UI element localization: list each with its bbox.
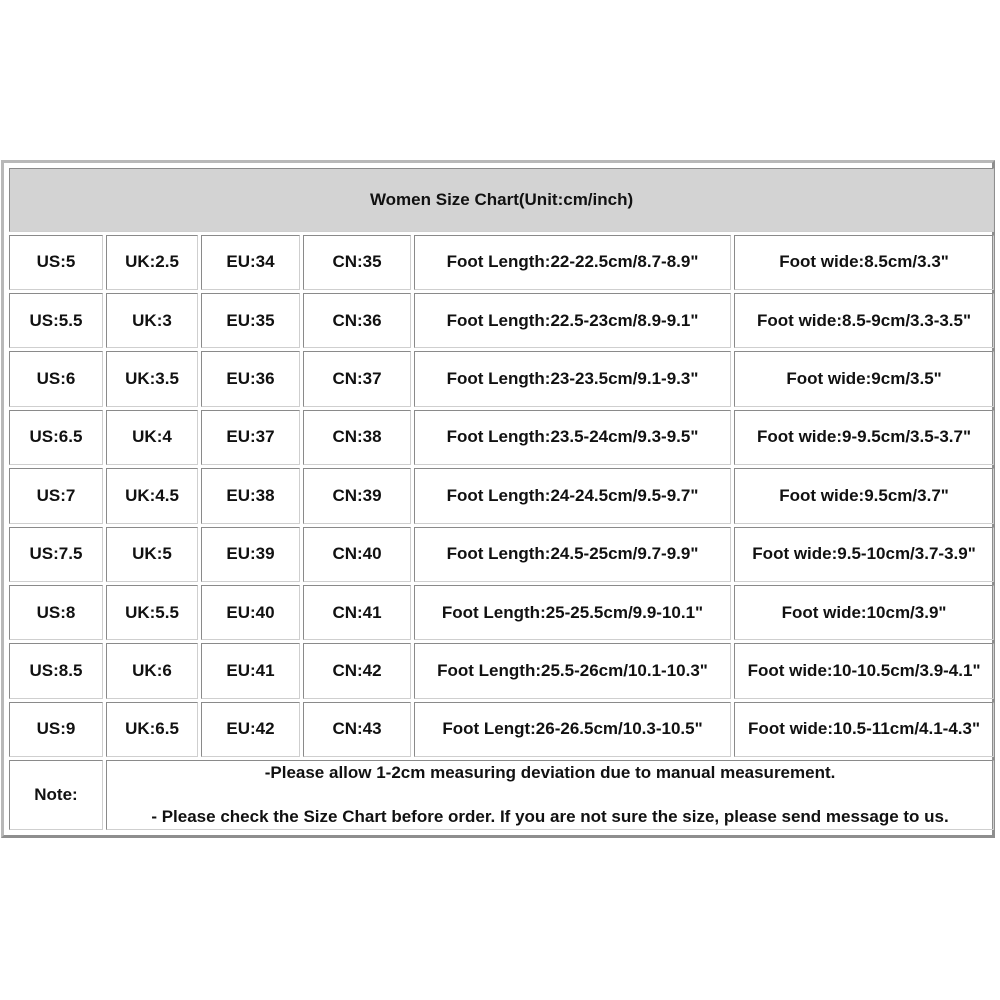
foot-length-cell: Foot Length:25-25.5cm/9.9-10.1" [414, 585, 731, 640]
size-row [9, 585, 994, 640]
uk-size-cell: UK:4 [106, 410, 198, 465]
uk-size-cell: UK:6 [106, 643, 198, 698]
uk-size-cell: UK:5 [106, 527, 198, 582]
uk-size-cell: UK:6.5 [106, 702, 198, 757]
us-size-cell: US:5.5 [9, 293, 103, 348]
eu-size-cell: EU:38 [201, 468, 300, 523]
foot-length-cell: Foot Length:23-23.5cm/9.1-9.3" [414, 351, 731, 406]
foot-width-cell: Foot wide:9cm/3.5" [734, 351, 994, 406]
foot-length-cell: Foot Length:23.5-24cm/9.3-9.5" [414, 410, 731, 465]
foot-width-cell: Foot wide:9.5-10cm/3.7-3.9" [734, 527, 994, 582]
size-row [9, 410, 994, 465]
size-row [9, 468, 994, 523]
uk-size-cell: UK:4.5 [106, 468, 198, 523]
us-size-cell: US:6 [9, 351, 103, 406]
eu-size-cell: EU:35 [201, 293, 300, 348]
us-size-cell: US:7.5 [9, 527, 103, 582]
foot-width-cell: Foot wide:9-9.5cm/3.5-3.7" [734, 410, 994, 465]
size-chart-table [6, 165, 997, 833]
foot-length-cell: Foot Length:22-22.5cm/8.7-8.9" [414, 235, 731, 290]
us-size-cell: US:8.5 [9, 643, 103, 698]
uk-size-cell: UK:5.5 [106, 585, 198, 640]
eu-size-cell: EU:42 [201, 702, 300, 757]
eu-size-cell: EU:36 [201, 351, 300, 406]
foot-width-cell: Foot wide:10.5-11cm/4.1-4.3" [734, 702, 994, 757]
uk-size-cell: UK:3.5 [106, 351, 198, 406]
size-row [9, 351, 994, 406]
size-row [9, 293, 994, 348]
us-size-cell: US:6.5 [9, 410, 103, 465]
foot-width-cell: Foot wide:8.5-9cm/3.3-3.5" [734, 293, 994, 348]
cn-size-cell: CN:38 [303, 410, 411, 465]
us-size-cell: US:7 [9, 468, 103, 523]
cn-size-cell: CN:40 [303, 527, 411, 582]
note-text [106, 760, 994, 830]
foot-length-cell: Foot Length:24-24.5cm/9.5-9.7" [414, 468, 731, 523]
foot-width-cell: Foot wide:9.5cm/3.7" [734, 468, 994, 523]
us-size-cell: US:9 [9, 702, 103, 757]
size-chart [1, 160, 995, 838]
size-row [9, 702, 994, 757]
us-size-cell: US:5 [9, 235, 103, 290]
uk-size-cell: UK:3 [106, 293, 198, 348]
size-row [9, 235, 994, 290]
chart-title: Women Size Chart(Unit:cm/inch) [9, 168, 994, 232]
size-table-body [9, 168, 994, 830]
us-size-cell: US:8 [9, 585, 103, 640]
eu-size-cell: EU:34 [201, 235, 300, 290]
size-row [9, 527, 994, 582]
cn-size-cell: CN:41 [303, 585, 411, 640]
note-line-1: -Please allow 1-2cm measuring deviation due to manual measurement. [264, 763, 836, 783]
cn-size-cell: CN:39 [303, 468, 411, 523]
cn-size-cell: CN:42 [303, 643, 411, 698]
foot-width-cell: Foot wide:10-10.5cm/3.9-4.1" [734, 643, 994, 698]
cn-size-cell: CN:35 [303, 235, 411, 290]
foot-length-cell: Foot Length:25.5-26cm/10.1-10.3" [414, 643, 731, 698]
note-line-2: - Please check the Size Chart before order. If you are not sure the size, please send message to us. [151, 807, 949, 827]
eu-size-cell: EU:41 [201, 643, 300, 698]
eu-size-cell: EU:39 [201, 527, 300, 582]
eu-size-cell: EU:40 [201, 585, 300, 640]
size-row [9, 643, 994, 698]
uk-size-cell: UK:2.5 [106, 235, 198, 290]
cn-size-cell: CN:37 [303, 351, 411, 406]
foot-length-cell: Foot Length:24.5-25cm/9.7-9.9" [414, 527, 731, 582]
cn-size-cell: CN:43 [303, 702, 411, 757]
foot-width-cell: Foot wide:8.5cm/3.3" [734, 235, 994, 290]
note-row [9, 760, 994, 830]
title-row [9, 168, 994, 232]
note-label: Note: [9, 760, 103, 830]
foot-length-cell: Foot Lengt:26-26.5cm/10.3-10.5" [414, 702, 731, 757]
foot-length-cell: Foot Length:22.5-23cm/8.9-9.1" [414, 293, 731, 348]
eu-size-cell: EU:37 [201, 410, 300, 465]
foot-width-cell: Foot wide:10cm/3.9" [734, 585, 994, 640]
cn-size-cell: CN:36 [303, 293, 411, 348]
